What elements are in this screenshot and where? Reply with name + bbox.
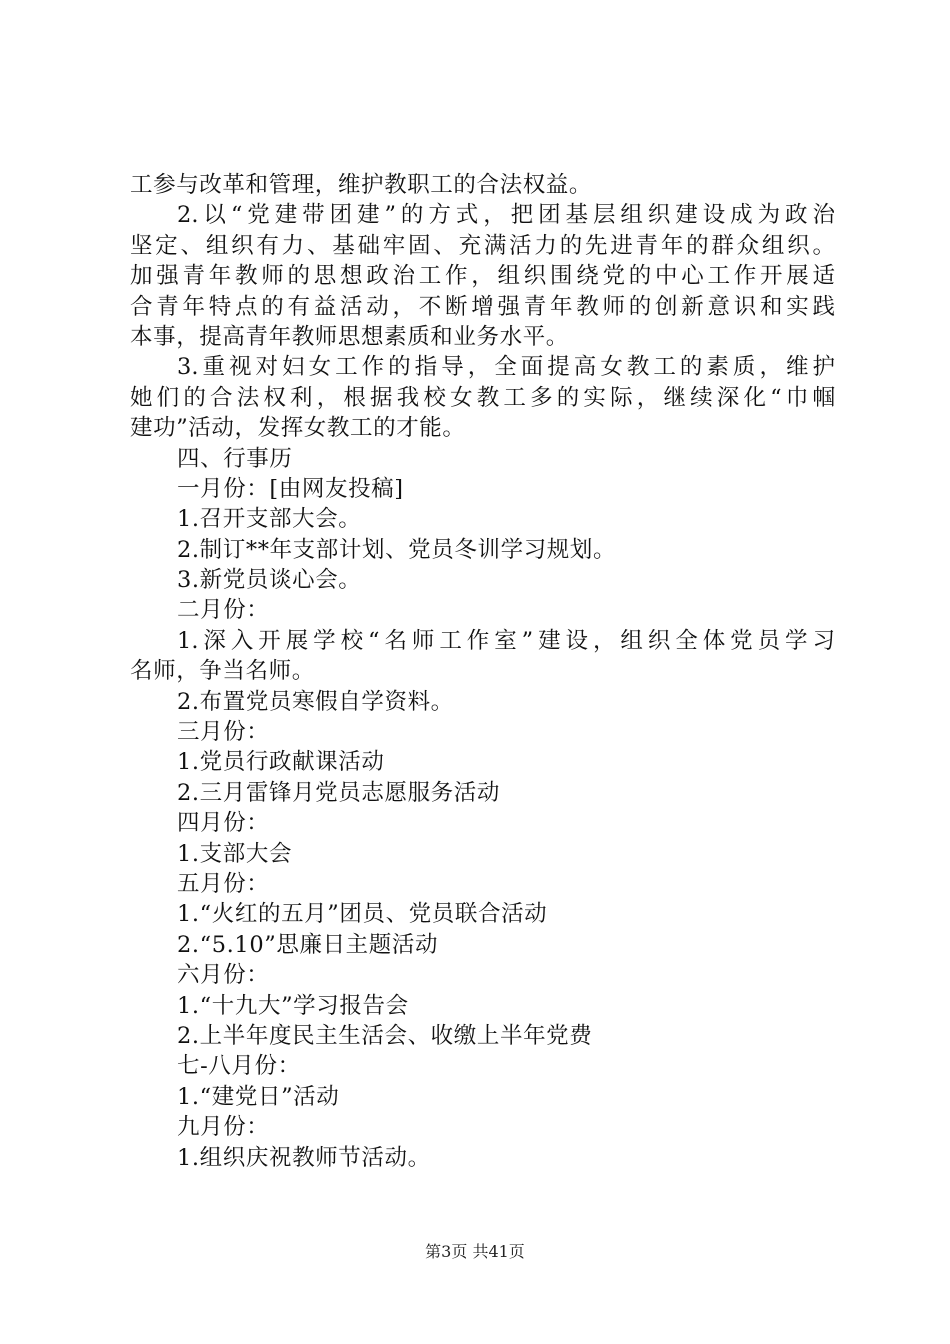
text-line: 2.上半年度民主生活会、收缴上半年党费 [177,1022,593,1049]
text-line: 2.以“党建带团建”的方式，把团基层组织建设成为政治 [177,202,835,229]
text-line: 1.“火红的五月”团员、党员联合活动 [177,901,548,928]
text-line: 她们的合法权利，根据我校女教工多的实际，继续深化“巾帼 [130,384,835,411]
text-line: 1.召开支部大会。 [177,506,362,533]
text-line: 九月份： [177,1114,270,1141]
text-line: 2.布置党员寒假自学资料。 [177,688,454,715]
text-line: 1.支部大会 [177,840,293,867]
text-line: 1.组织庆祝教师节活动。 [177,1144,431,1171]
text-line: 三月份： [177,719,270,746]
text-line: 五月份： [177,870,270,897]
text-line: 2.“5.10”思廉日主题活动 [177,931,439,958]
text-line: 二月份： [177,597,270,624]
text-line: 坚定、组织有力、基础牢固、充满活力的先进青年的群众组织。 [130,232,835,259]
text-line: 1.“建党日”活动 [177,1083,340,1110]
text-line: 建功”活动，发挥女教工的才能。 [130,415,466,442]
text-line: 六月份： [177,962,270,989]
page-number-label: 第3页 共41页 [425,1242,525,1261]
text-line: 1.“十九大”学习报告会 [177,992,409,1019]
text-line: 2.三月雷锋月党员志愿服务活动 [177,779,500,806]
text-line: 本事，提高青年教师思想素质和业务水平。 [130,323,569,350]
text-line: 工参与改革和管理，维护教职工的合法权益。 [130,172,593,198]
document-body [130,170,835,1173]
text-line: 3.新党员谈心会。 [177,567,362,594]
text-line: 一月份：[由网友投稿] [177,475,404,502]
text-line: 1.党员行政献课活动 [177,749,385,776]
text-line: 七-八月份： [177,1053,301,1080]
page-footer [0,1242,950,1262]
text-line: 合青年特点的有益活动，不断增强青年教师的创新意识和实践 [130,293,835,320]
text-line: 2.制订**年支部计划、党员冬训学习规划。 [177,536,617,563]
text-line: 加强青年教师的思想政治工作，组织围绕党的中心工作开展适 [130,263,835,290]
text-line: 3.重视对妇女工作的指导，全面提高女教工的素质，维护 [177,354,835,381]
text-line: 名师，争当名师。 [130,658,315,685]
text-line: 1.深入开展学校“名师工作室”建设，组织全体党员学习 [177,627,835,654]
text-line: 四月份： [177,810,270,837]
text-line: 四、行事历 [177,445,293,472]
